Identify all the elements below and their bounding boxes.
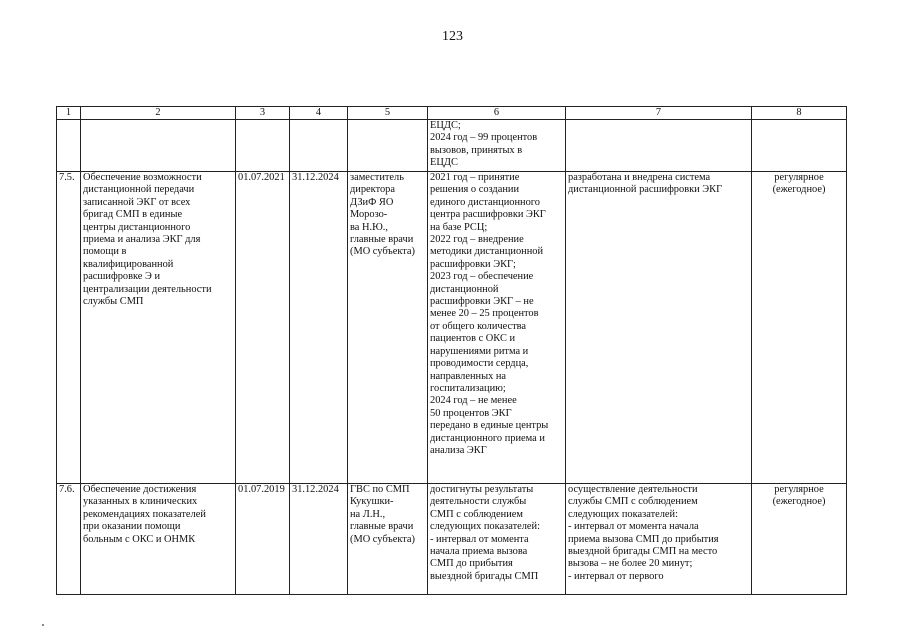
page-number: 123 [442,29,463,44]
cell-text-line: разработана и внедрена система [568,172,711,183]
cell-text-line: на базе РСЦ; [430,221,488,233]
cell-text-line: 2021 год – принятие [430,172,520,183]
cell-text-line: главные врачи [350,521,414,533]
header-row [57,107,847,120]
cell-text-line: дистанционной передачи [83,184,195,196]
measure-name-cell [81,120,236,172]
cell-text-line: пациентов с ОКС и [430,333,516,345]
cell-text-line: ГВС по СМП [350,484,410,495]
header-cell: 8 [752,107,847,120]
cell-text-line: 2022 год – внедрение [430,234,524,246]
cell-text-line: выездной бригады СМП на место [568,546,718,558]
cell-text-line: 2024 год – 99 процентов [430,132,538,144]
cell-text-line: Морозо- [350,209,388,221]
cell-text-line: рекомендациях показателей [83,508,206,520]
end-date-cell: 31.12.2024 [290,172,348,484]
cell-text-line: менее 20 – 25 процентов [430,308,539,320]
cell-text-line: выездной бригады СМП [430,570,539,582]
cell-text-line: бригад СМП в единые [83,209,183,221]
cell-text-line: приема и анализа ЭКГ для [83,234,201,246]
indicators-cell [428,172,566,484]
header-cell: 5 [348,107,428,120]
responsible-cell [348,172,428,484]
cell-text-line: централизации деятельности [83,283,212,295]
cell-text-line: анализа ЭКГ [430,444,487,456]
cell-text-line: проводимости сердца, [430,358,529,370]
cell-text-line: 50 процентов ЭКГ [430,407,512,419]
row-number-cell: 7.5. [57,172,81,484]
cell-text-line: ЕЦДС [430,157,458,169]
responsible-cell [348,120,428,172]
cell-text-line: Обеспечение возможности [83,172,202,183]
start-date-cell: 01.07.2019 [236,484,290,595]
cell-text-line: ва Н.Ю., [350,221,388,233]
cell-text-line: следующих показателей: [430,521,540,533]
cell-text-line: указанных в клинических [83,496,198,508]
cell-text-line: записанной ЭКГ от всех [83,196,191,208]
cell-text-line: (МО субъекта) [350,533,415,545]
cell-text-line: (ежегодное) [772,184,826,196]
cell-text-line: СМП с соблюдением [430,508,523,520]
cell-text-line: на Л.Н., [350,508,386,520]
result-cell [566,172,752,484]
cell-text-line: помощи в [83,246,127,258]
cell-text-line: методики дистанционной [430,246,544,258]
cell-text-line: вызовов, принятых в [430,144,523,156]
periodicity-cell [752,120,847,172]
cell-text-line: ДЗиФ ЯО [350,196,394,208]
cell-text-line: (ежегодное) [772,496,826,508]
plan-table [56,106,847,595]
responsible-cell [348,484,428,595]
result-cell [566,120,752,172]
cell-text-line: нарушениями ритма и [430,345,529,357]
cell-text-line: передано в единые центры [430,420,549,432]
result-cell [566,484,752,595]
cell-text-line: службы СМП [83,296,144,308]
cell-text-line: вызова – не более 20 минут; [568,558,693,570]
cell-text-line: дистанционной [430,283,499,295]
header-cell: 6 [428,107,566,120]
start-date-cell [236,120,290,172]
cell-text-line: 2023 год – обеспечение [430,271,534,283]
cell-text-line: центры дистанционного [83,221,191,233]
cell-text-line: больным с ОКС и ОНМК [83,533,196,545]
scan-speck [42,624,44,626]
cell-text-line: СМП до прибытия [430,558,513,570]
cell-text-line: регулярное [774,484,824,495]
cell-text-line: расшифровки ЭКГ; [430,258,516,270]
cell-text-line: Обеспечение достижения [83,484,197,495]
cell-text-line: Кукушки- [350,496,394,508]
cell-text-line: приема вызова СМП до прибытия [568,533,719,545]
header-cell: 2 [81,107,236,120]
indicators-cell [428,120,566,172]
cell-text-line: начала приема вызова [430,546,528,558]
cell-text-line: направленных на [430,370,507,382]
measure-name-cell [81,172,236,484]
cell-text-line: - интервал от момента [430,533,529,545]
end-date-cell: 31.12.2024 [290,484,348,595]
cell-text-line: дистанционного приема и [430,432,545,444]
cell-text-line: квалифицированной [83,258,174,270]
periodicity-cell [752,484,847,595]
table-row [57,172,847,484]
measure-name-cell [81,484,236,595]
cell-text-line: - интервал от момента начала [568,521,699,533]
header-cell: 1 [57,107,81,120]
cell-text-line: (МО субъекта) [350,246,415,258]
start-date-cell: 01.07.2021 [236,172,290,484]
cell-text-line: главные врачи [350,234,414,246]
cell-text-line: службы СМП с соблюдением [568,496,698,508]
end-date-cell [290,120,348,172]
cell-text-line: при оказании помощи [83,521,181,533]
cell-text-line: деятельности службы [430,496,527,508]
indicators-cell [428,484,566,595]
cell-text-line: регулярное [774,172,824,183]
header-cell: 7 [566,107,752,120]
cell-text-line: директора [350,184,395,196]
header-cell: 3 [236,107,290,120]
cell-text-line: следующих показателей: [568,508,678,520]
cell-text-line: расшифровки ЭКГ – не [430,296,534,308]
cell-text-line: решения о создании [430,184,520,196]
cell-text-line: расшифровке Э и [83,271,161,283]
cell-text-line: центра расшифровки ЭКГ [430,209,546,221]
cell-text-line: - интервал от первого [568,570,664,582]
cell-text-line: заместитель [350,172,404,183]
header-cell: 4 [290,107,348,120]
cell-text-line: госпитализацию; [430,382,506,394]
cell-text-line: достигнуты результаты [430,484,534,495]
cell-text-line: от общего количества [430,320,527,332]
cell-text-line: единого дистанционного [430,196,541,208]
cell-text-line: дистанционной расшифровки ЭКГ [568,184,723,196]
cell-text-line: ЕЦДС; [430,120,461,131]
cell-text-line: осуществление деятельности [568,484,698,495]
table-row [57,484,847,595]
row-number-cell: 7.6. [57,484,81,595]
row-number-cell [57,120,81,172]
periodicity-cell [752,172,847,484]
table-row [57,120,847,172]
cell-text-line: 2024 год – не менее [430,395,517,407]
